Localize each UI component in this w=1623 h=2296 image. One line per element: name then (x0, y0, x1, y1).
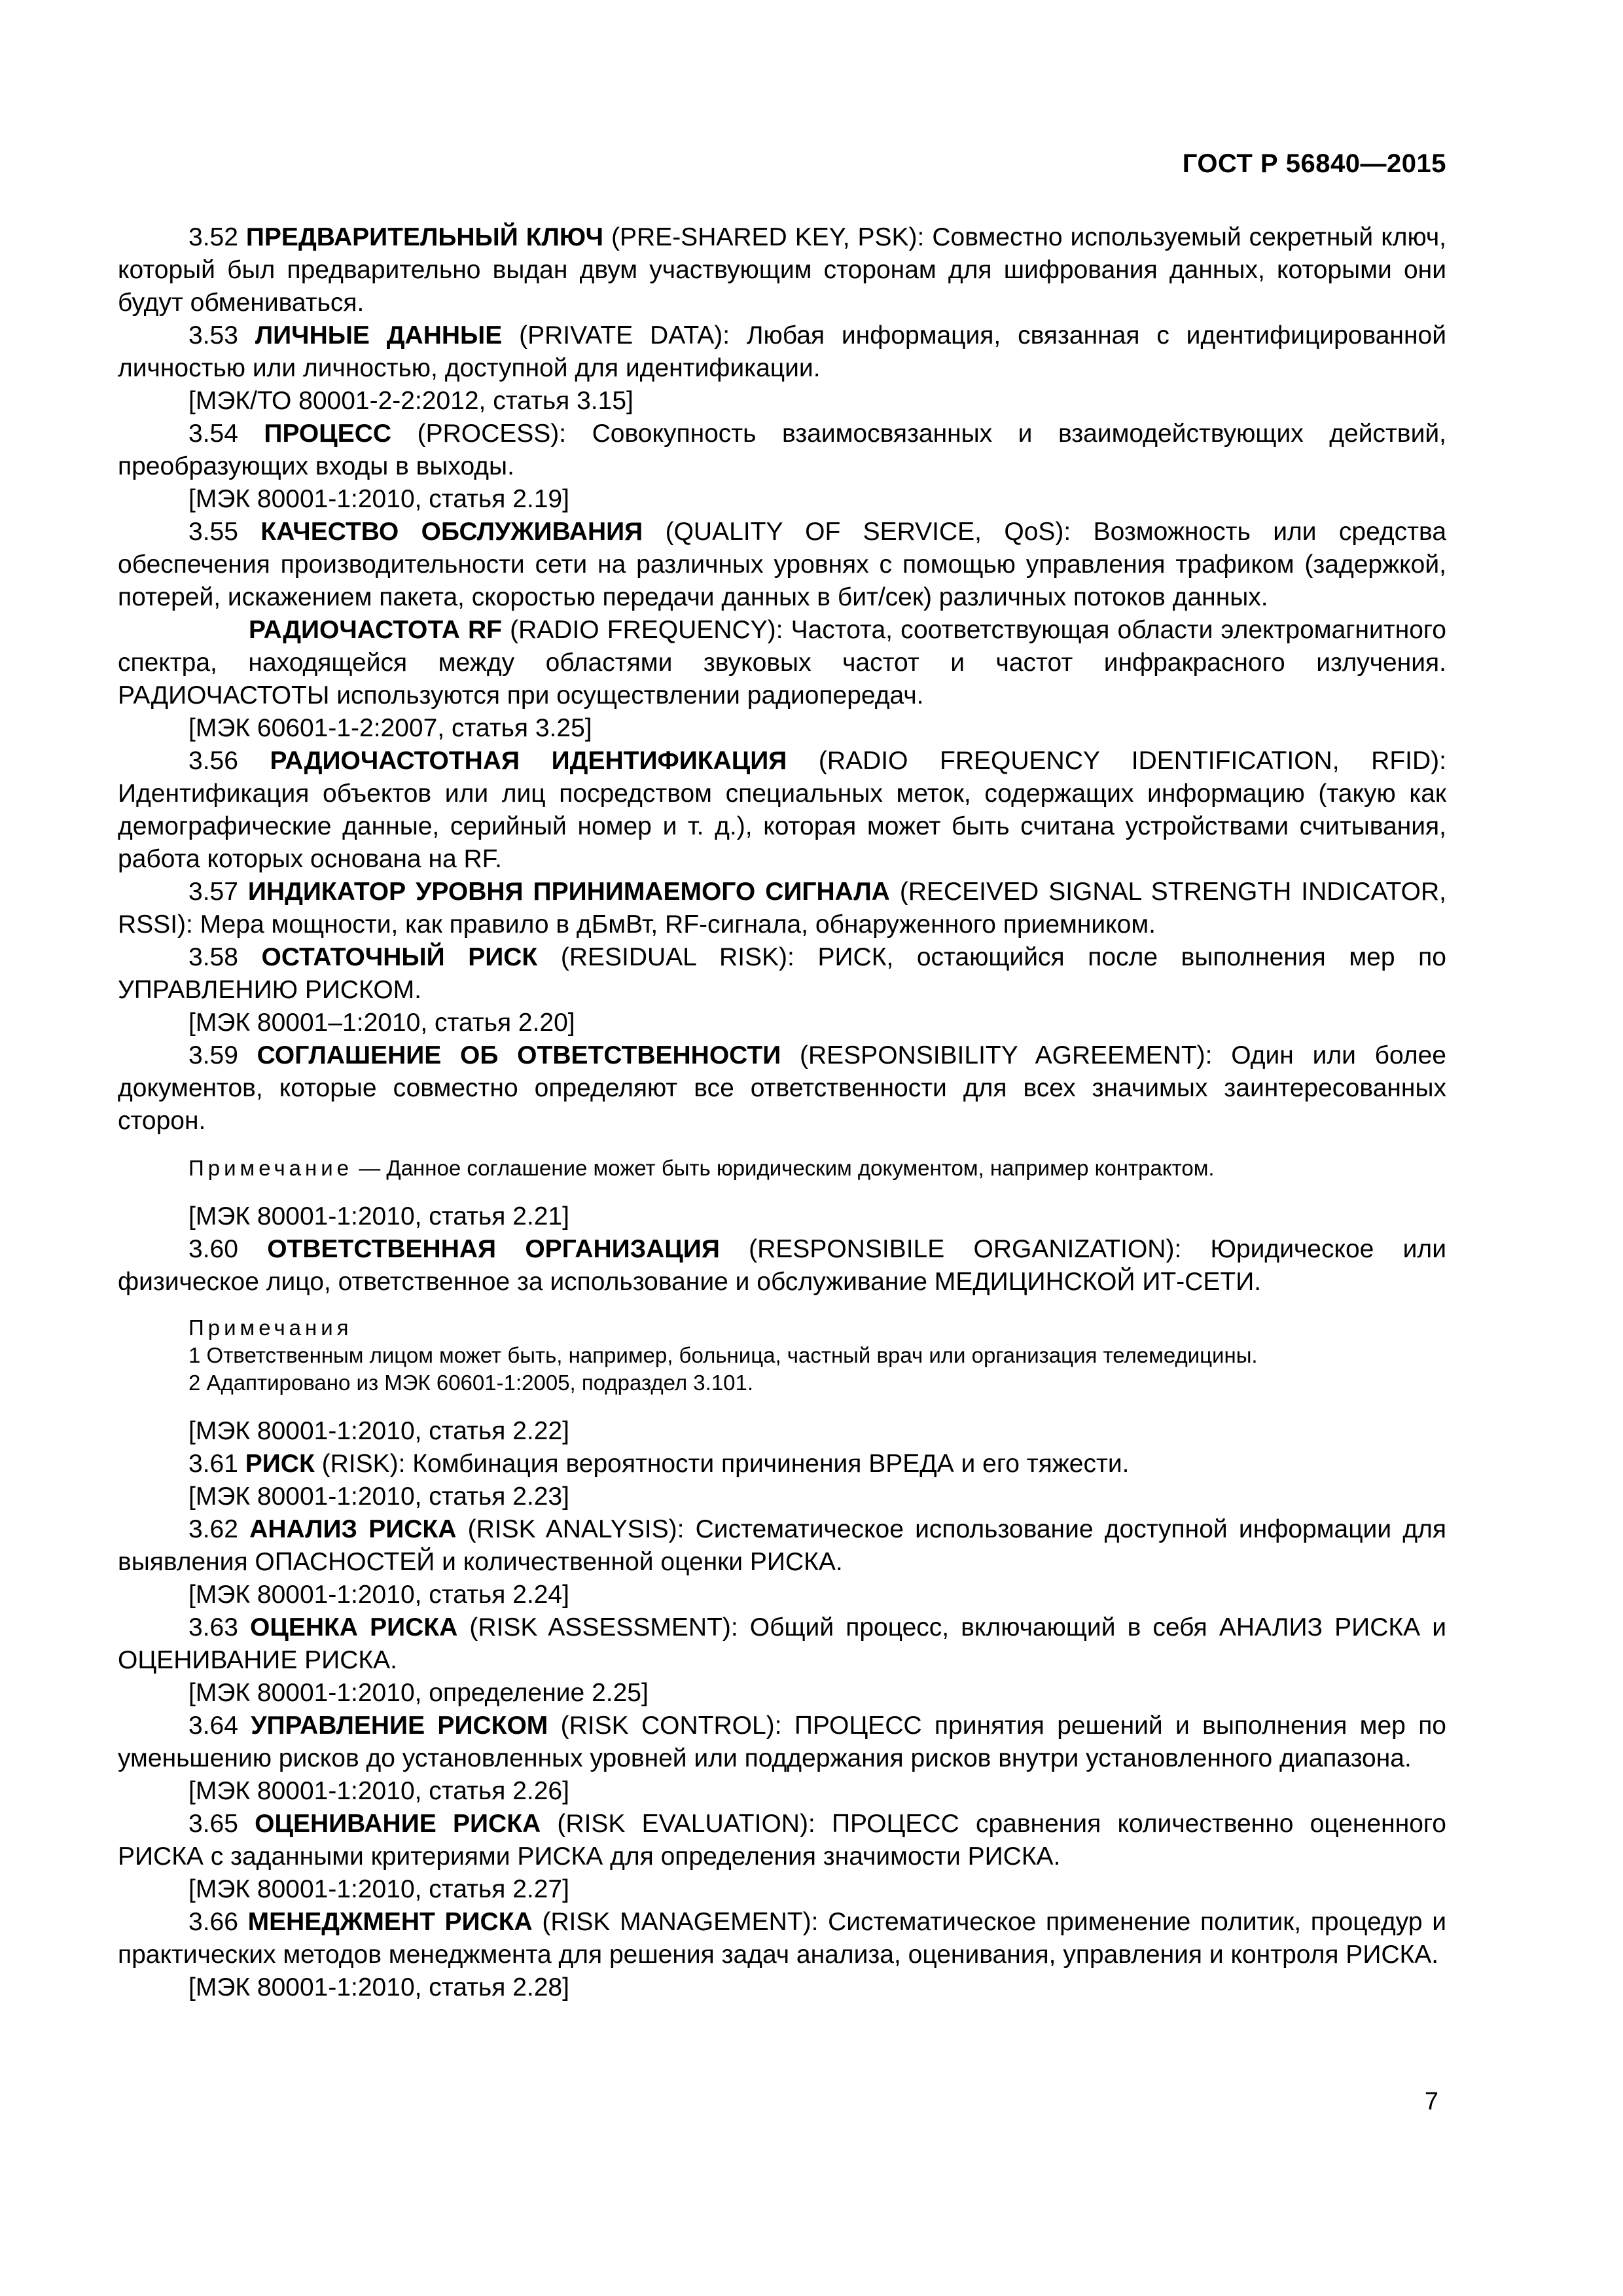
entry-text: (RESIDUAL RISK): РИСК, остающийся после выполнения мер по УПРАВЛЕНИЮ РИСКОМ. (118, 943, 1446, 1004)
entry-text: (PRIVATE DATA): Любая информация, связанная с идентифицированной личностью или личностью, доступной для идентификации. (118, 321, 1446, 382)
entry-term: АНАЛИЗ РИСКА (249, 1515, 457, 1543)
entry-term: ОТВЕТСТВЕННАЯ ОРГАНИЗАЦИЯ (267, 1235, 720, 1263)
entry-term: ОСТАТОЧНЫЙ РИСК (261, 943, 538, 971)
entry-number: 3.60 (188, 1235, 238, 1263)
entry-term: ОЦЕНИВАНИЕ РИСКА (255, 1810, 541, 1838)
entry-term: ИНДИКАТОР УРОВНЯ ПРИНИМАЕМОГО СИГНАЛА (247, 878, 890, 906)
document-body (118, 221, 1446, 2004)
entry-3-57 (118, 876, 1446, 941)
entry-notes (118, 1314, 1446, 1397)
entry-reference: [МЭК 80001-1:2010, статья 2.19] (188, 485, 569, 513)
entry-text: (PROCESS): Совокупность взаимосвязанных и взаимодействующих действий, преобразующих входы в выходы. (118, 420, 1447, 480)
entry-reference: [МЭК 80001–1:2010, статья 2.20] (188, 1009, 575, 1037)
note-label: Примечание (188, 1156, 353, 1180)
entry-3-59 (118, 1039, 1446, 1138)
entry-text: (RADIO FREQUENCY IDENTIFICATION, RFID): Идентификация объектов или лиц посредством специальных меток, содержащих информацию (такую как демографические данные, серийный номер и т. д.), которая может быть считана устройствами считывания, работа которых основана на RF. (118, 747, 1446, 873)
entry-3-54 (118, 418, 1446, 483)
entry-number: 3.55 (188, 518, 238, 546)
entry-number: 3.56 (188, 747, 238, 775)
entry-text: (RISK CONTROL): ПРОЦЕСС принятия решений и выполнения мер по уменьшению рисков до установленных уровней или поддержания рисков внутри установленного диапазона. (118, 1712, 1446, 1772)
entry-number: 3.61 (188, 1450, 238, 1478)
entry-term: РАДИОЧАСТОТНАЯ ИДЕНТИФИКАЦИЯ (270, 747, 787, 775)
entry-term: КАЧЕСТВО ОБСЛУЖИВАНИЯ (260, 518, 643, 546)
entry-3-58 (118, 941, 1446, 1007)
entry-term: УПРАВЛЕНИЕ РИСКОМ (251, 1712, 548, 1740)
entry-term: ОЦЕНКА РИСКА (250, 1613, 458, 1641)
entry-number: 3.57 (188, 878, 238, 906)
entry-reference: [МЭК 80001-1:2010, определение 2.25] (188, 1679, 649, 1707)
entry-3-56 (118, 745, 1446, 876)
entry-number: 3.64 (188, 1712, 238, 1740)
entry-term: ЛИЧНЫЕ ДАННЫЕ (255, 321, 503, 350)
entry-text: (RESPONSIBILE ORGANIZATION): Юридическое или физическое лицо, ответственное за использование и обслуживание МЕДИЦИНСКОЙ ИТ-СЕТИ. (118, 1235, 1446, 1296)
entry-3-62 (118, 1513, 1446, 1579)
notes-label: Примечания (188, 1316, 353, 1340)
entry-3-52 (118, 221, 1446, 319)
entry-3-64 (118, 1710, 1446, 1775)
entry-radio-frequency (118, 614, 1446, 712)
entry-text: (PRE-SHARED KEY, PSK): Совместно используемый секретный ключ, который был предварительно выдан двум участвующим сторонам для шифрования данных, которыми они будут обмениваться. (118, 223, 1446, 317)
entry-3-65 (118, 1808, 1446, 1873)
entry-term: ПРЕДВАРИТЕЛЬНЫЙ КЛЮЧ (245, 223, 604, 251)
entry-number: 3.54 (188, 420, 238, 448)
entry-number: 3.52 (188, 223, 238, 251)
entry-term: РАДИОЧАСТОТА RF (249, 616, 502, 644)
entry-3-66 (118, 1906, 1446, 1971)
entry-number: 3.53 (188, 321, 238, 350)
entry-number: 3.65 (188, 1810, 238, 1838)
entry-3-63 (118, 1611, 1446, 1677)
document-header: ГОСТ Р 56840—2015 (1182, 149, 1446, 178)
entry-reference: [МЭК 80001-1:2010, статья 2.26] (188, 1777, 569, 1805)
entry-3-53 (118, 319, 1446, 385)
entry-number: 3.66 (188, 1908, 238, 1936)
entry-text: (RADIO FREQUENCY): Частота, соответствующая области электромагнитного спектра, находящейся между областями звуковых частот и частот инфракрасного излучения. РАДИОЧАСТОТЫ используются при осуществлении радиопередач. (118, 616, 1446, 709)
entry-reference: [МЭК 80001-1:2010, статья 2.28] (188, 1973, 569, 2001)
entry-term: РИСК (245, 1450, 315, 1478)
entry-text: (RISK EVALUATION): ПРОЦЕСС сравнения количественно оцененного РИСКА с заданными критериями РИСКА для определения значимости РИСКА. (118, 1810, 1446, 1871)
entry-number: 3.62 (188, 1515, 238, 1543)
entry-3-55 (118, 516, 1446, 614)
entry-number: 3.58 (188, 943, 238, 971)
entry-reference: [МЭК 60601-1-2:2007, статья 3.25] (188, 714, 592, 742)
entry-text: (QUALITY OF SERVICE, QoS): Возможность или средства обеспечения производительности сети на различных уровнях с помощью управления трафиком (задержкой, потерей, искажением пакета, скоростью передачи данных в бит/сек) различных потоков данных. (118, 518, 1447, 611)
note-item: 2 Адаптировано из МЭК 60601-1:2005, подраздел 3.101. (188, 1371, 754, 1395)
note-text: — Данное соглашение может быть юридическим документом, например контрактом. (359, 1156, 1215, 1180)
entry-term: МЕНЕДЖМЕНТ РИСКА (247, 1908, 533, 1936)
entry-3-60 (118, 1233, 1446, 1299)
entry-note (118, 1155, 1446, 1182)
entry-reference: [МЭК 80001-1:2010, статья 2.22] (188, 1417, 569, 1445)
entry-text: (RISK MANAGEMENT): Систематическое применение политик, процедур и практических методов менеджмента для решения задач анализа, оценивания, управления и контроля РИСКА. (118, 1908, 1446, 1969)
entry-text: (RISK ASSESSMENT): Общий процесс, включающий в себя АНАЛИЗ РИСКА и ОЦЕНИВАНИЕ РИСКА. (118, 1613, 1446, 1674)
entry-text: (RISK): Комбинация вероятности причинения ВРЕДА и его тяжести. (321, 1450, 1130, 1478)
entry-reference: [МЭК 80001-1:2010, статья 2.27] (188, 1875, 569, 1903)
entry-reference: [МЭК/ТО 80001-2-2:2012, статья 3.15] (188, 387, 633, 415)
entry-text: (RESPONSIBILITY AGREEMENT): Один или более документов, которые совместно определяют все ответственности для всех значимых заинтересованных сторон. (118, 1041, 1446, 1135)
note-item: 1 Ответственным лицом может быть, например, больница, частный врач или организация телемедицины. (188, 1343, 1258, 1367)
entry-text: (RECEIVED SIGNAL STRENGTH INDICATOR, RSSI): Мера мощности, как правило в дБмВт, RF-сигнала, обнаруженного приемником. (118, 878, 1446, 939)
entry-3-61 (118, 1448, 1446, 1480)
entry-term: СОГЛАШЕНИЕ ОБ ОТВЕТСТВЕННОСТИ (257, 1041, 781, 1069)
entry-number: 3.59 (188, 1041, 238, 1069)
entry-text: (RISK ANALYSIS): Систематическое использование доступной информации для выявления ОПАСНОСТЕЙ и количественной оценки РИСКА. (118, 1515, 1446, 1576)
entry-number: 3.63 (188, 1613, 238, 1641)
entry-reference: [МЭК 80001-1:2010, статья 2.21] (188, 1202, 569, 1230)
entry-reference: [МЭК 80001-1:2010, статья 2.23] (188, 1482, 569, 1511)
entry-term: ПРОЦЕСС (264, 420, 392, 448)
page-number: 7 (1424, 2088, 1438, 2115)
entry-reference: [МЭК 80001-1:2010, статья 2.24] (188, 1581, 569, 1609)
